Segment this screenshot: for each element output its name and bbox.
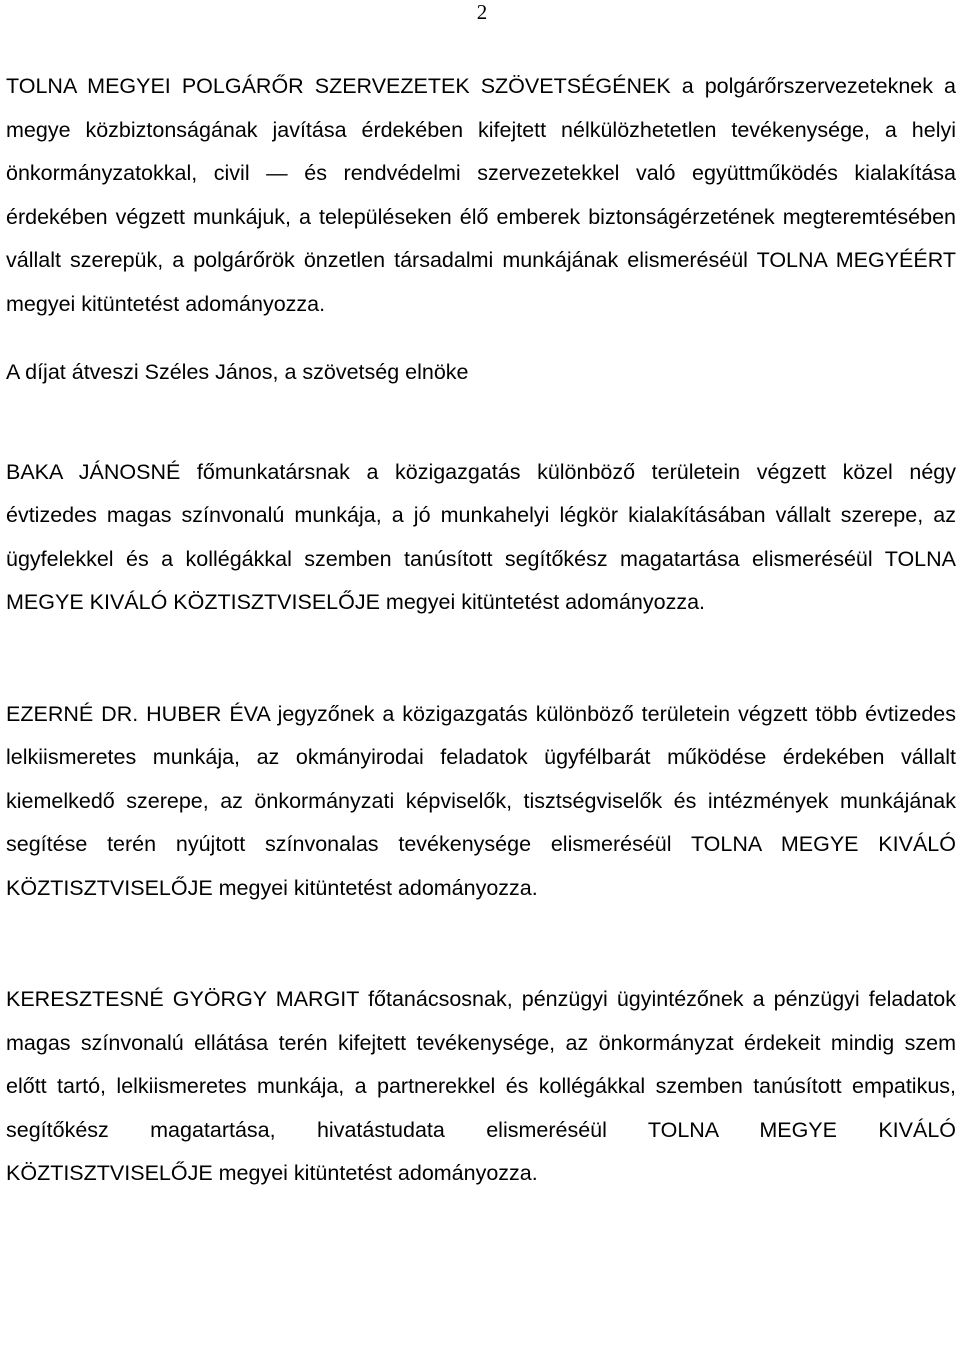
document-body: [6, 65, 956, 1196]
paragraph-award-recipient-note: A díjat átveszi Széles János, a szövetség elnöke: [6, 360, 469, 384]
paragraph-polgarorszovetseg-award: TOLNA MEGYEI POLGÁRŐR SZERVEZETEK SZÖVETSÉGÉNEK a polgárőrszervezeteknek a megye közbiztonságának javítása érdekében kifejtett nélkülözhetetlen tevékenysége, a helyi önkormányzatokkal, civil — és rendvédelmi szervezetekkel való együttműködés kialakítása érdekében végzett munkájuk, a településeken élő emberek biztonságérzetének megteremtésében vállalt szerepük, a polgárőrök önzetlen társadalmi munkájának elismeréséül TOLNA MEGYÉÉRT megyei kitüntetést adományozza.: [6, 74, 956, 316]
paragraph-baka-janosne-award: BAKA JÁNOSNÉ főmunkatársnak a közigazgatás különböző területein végzett közel négy évtizedes magas színvonalú munkája, a jó munkahelyi légkör kialakításában vállalt szerepe, az ügyfelekkel és a kollégákkal szemben tanúsított segítőkész magatartása elismeréséül TOLNA MEGYE KIVÁLÓ KÖZTISZTVISELŐJE megyei kitüntetést adományozza.: [6, 459, 956, 614]
paragraph-ezerne-huber-eva-award: EZERNÉ DR. HUBER ÉVA jegyzőnek a közigazgatás különböző területein végzett több évtizedes lelkiismeretes munkája, az okmányirodai feladatok ügyfélbarát működése érdekében vállalt kiemelkedő szerepe, az önkormányzati képviselők, tisztségviselők és intézmények munkájának segítése terén nyújtott színvonalas tevékenysége elismeréséül TOLNA MEGYE KIVÁLÓ KÖZTISZTVISELŐJE megyei kitüntetést adományozza.: [6, 701, 956, 900]
page-number: 2: [476, 0, 488, 24]
paragraph-keresztesne-gyorgy-margit-award: KERESZTESNÉ GYÖRGY MARGIT főtanácsosnak, pénzügyi ügyintézőnek a pénzügyi feladatok magas színvonalú ellátása terén kifejtett tevékenysége, az önkormányzat érdekeit mindig szem előtt tartó, lelkiismeretes munkája, a partnerekkel és kollégákkal szemben tanúsított empatikus, segítőkész magatartása, hivatástudata elismeréséül TOLNA MEGYE KIVÁLÓ KÖZTISZTVISELŐJE megyei kitüntetést adományozza.: [6, 987, 956, 1185]
